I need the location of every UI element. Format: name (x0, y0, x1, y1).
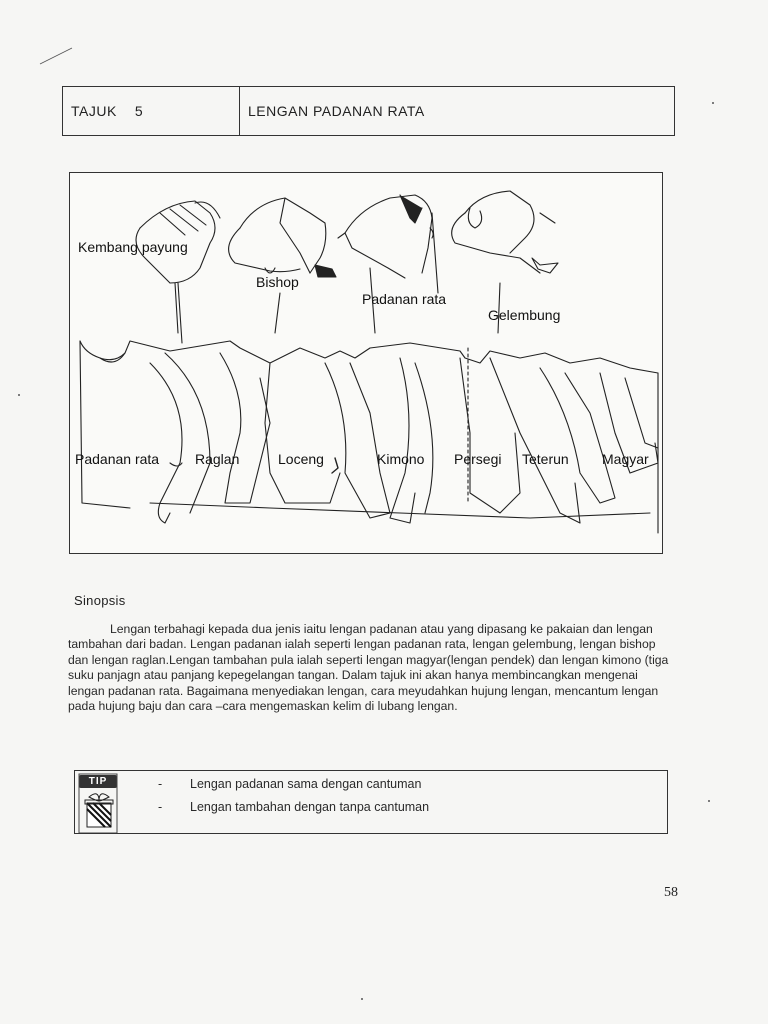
tip-gift-icon (75, 771, 121, 833)
sleeve-illustration (70, 173, 664, 555)
scan-mark (38, 46, 74, 66)
label-bishop: Bishop (256, 274, 299, 290)
sleeve-types-figure (69, 172, 663, 554)
label-gelembung: Gelembung (488, 307, 561, 323)
label-teterun: Teterun (522, 451, 569, 467)
scan-speck (18, 394, 20, 396)
chapter-number: 5 (134, 103, 144, 119)
tip-bullet-1: - (158, 777, 163, 791)
figure-bishop (229, 198, 336, 333)
chapter-label-cell (63, 87, 240, 135)
tip-text-1: Lengan padanan sama dengan cantuman (190, 777, 422, 791)
synopsis-body (68, 622, 676, 714)
label-kimono: Kimono (377, 451, 425, 467)
tip-item-1 (158, 777, 421, 791)
scan-speck (361, 998, 363, 1000)
tip-badge: TIP (79, 775, 117, 788)
figure-kembang-payung (136, 201, 220, 343)
label-persegi: Persegi (454, 451, 502, 467)
label-magyar: Magyar (602, 451, 649, 467)
chapter-title-cell (240, 87, 674, 135)
label-loceng: Loceng (278, 451, 324, 467)
chapter-title: LENGAN PADANAN RATA (248, 103, 425, 119)
scan-speck (708, 800, 710, 802)
bodice-row (80, 341, 658, 533)
synopsis-title: Sinopsis (74, 593, 126, 608)
tip-box (74, 770, 668, 834)
scan-speck (712, 102, 714, 104)
label-raglan: Raglan (195, 451, 240, 467)
figure-padanan-rata-top (338, 195, 438, 333)
tip-text-2: Lengan tambahan dengan tanpa cantuman (190, 800, 430, 814)
label-padanan-rata-bottom: Padanan rata (75, 451, 160, 467)
tip-item-2 (158, 800, 429, 814)
synopsis-paragraph: Lengan terbahagi kepada dua jenis iaitu lengan padanan atau yang dipasang ke pakaian dan lengan tambahan dari badan. Lengan padanan ialah seperti lengan padanan rata, lengan gelembung, lengan bishop dan lengan raglan.Lengan tambahan pula ialah seperti lengan magyar(lengan pendek) dan lengan kimono (tiga suku panjagn atau panjang kepegelangan tangan. Dalam tajuk ini akan hanya membincangkan mengenai lengan padanan rata. Bagaimana menyediakan lengan, cara meyudahkan hujung lengan, mencantum lengan pada hujung baju dan cara –cara mengemaskan kelim di lubang lengan. (68, 622, 669, 714)
label-kembang-payung: Kembang payung (78, 239, 188, 255)
page-number: 58 (664, 885, 678, 900)
tip-bullet-2: - (158, 800, 163, 814)
chapter-header (62, 86, 675, 136)
chapter-label: TAJUK (71, 103, 117, 119)
label-padanan-rata-top: Padanan rata (362, 291, 447, 307)
